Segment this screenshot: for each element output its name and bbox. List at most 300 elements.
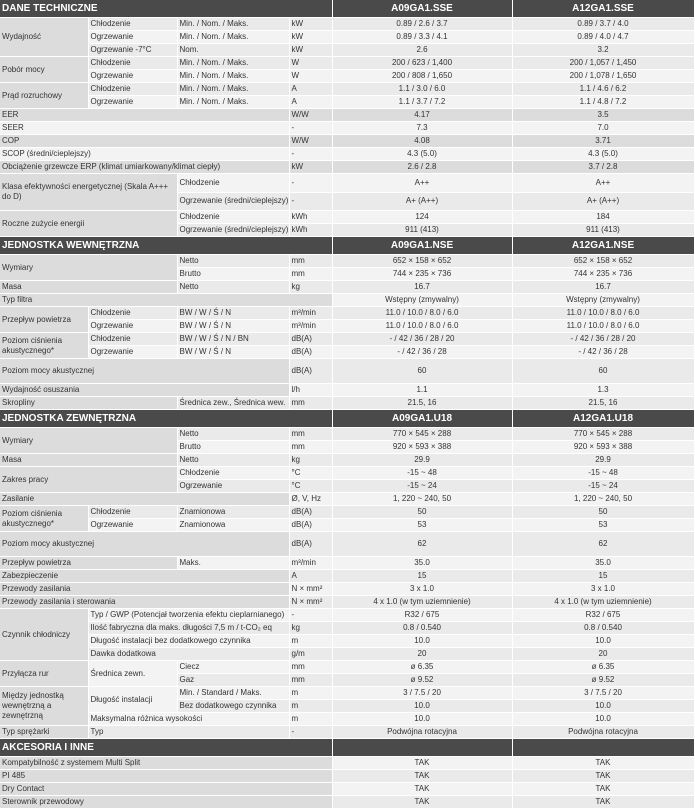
param-unit: kW — [289, 44, 332, 57]
value-model-1: 60 — [332, 359, 512, 384]
param-sub: Maksymalna różnica wysokości — [88, 713, 289, 726]
section-header-tech — [0, 0, 694, 18]
param-unit: m — [289, 700, 332, 713]
table-row — [0, 384, 694, 397]
value-model-1: 200 / 623 / 1,400 — [332, 57, 512, 70]
table-row — [0, 519, 694, 532]
value-model-2: 15 — [512, 570, 694, 583]
param-label: Typ filtra — [0, 294, 332, 307]
value-model-1: 20 — [332, 648, 512, 661]
table-row — [0, 281, 694, 294]
value-model-2: 1.1 / 4.8 / 7.2 — [512, 96, 694, 109]
value-model-1: 4 x 1.0 (w tym uziemnienie) — [332, 596, 512, 609]
param-spec: Min. / Standard / Maks. — [177, 687, 289, 700]
param-spec: Min. / Nom. / Maks. — [177, 57, 289, 70]
value-model-2: 60 — [512, 359, 694, 384]
value-model-1: - / 42 / 36 / 28 — [332, 346, 512, 359]
value-model-2: 184 — [512, 211, 694, 224]
param-unit: W/W — [289, 109, 332, 122]
param-unit: kg — [289, 281, 332, 294]
table-row — [0, 467, 694, 480]
value-model-1: TAK — [332, 770, 512, 783]
section-header-indoor — [0, 237, 694, 255]
model-name: A09GA1.NSE — [332, 237, 512, 255]
param-unit: l/h — [289, 384, 332, 397]
param-label: Czynnik chłodniczy — [0, 609, 88, 661]
value-model-1: TAK — [332, 796, 512, 809]
value-model-1: 50 — [332, 506, 512, 519]
param-sub: Netto — [177, 454, 289, 467]
param-label: Prąd rozruchowy — [0, 83, 88, 109]
param-label: Przewody zasilania — [0, 583, 289, 596]
value-model-1: TAK — [332, 783, 512, 796]
table-row — [0, 44, 694, 57]
section-header-accessories — [0, 739, 694, 757]
table-row — [0, 783, 694, 796]
param-sub: Chłodzenie — [177, 467, 289, 480]
value-model-1: 1, 220 ~ 240, 50 — [332, 493, 512, 506]
param-unit: kW — [289, 161, 332, 174]
param-unit: mm — [289, 661, 332, 674]
param-label: Przyłącza rur — [0, 661, 88, 687]
param-spec: Ciecz — [177, 661, 289, 674]
table-row — [0, 596, 694, 609]
value-model-2: A+ (A++) — [512, 192, 694, 211]
value-model-2: 0.89 / 3.7 / 4.0 — [512, 18, 694, 31]
table-row — [0, 148, 694, 161]
param-spec: Min. / Nom. / Maks. — [177, 83, 289, 96]
table-row — [0, 687, 694, 700]
value-model-2: 10.0 — [512, 635, 694, 648]
value-model-1: 4.08 — [332, 135, 512, 148]
param-unit: A — [289, 83, 332, 96]
section-title: DANE TECHNICZNE — [0, 0, 332, 18]
value-model-2: A++ — [512, 174, 694, 193]
table-row — [0, 635, 694, 648]
param-label: Przepływ powietrza — [0, 307, 88, 333]
table-row — [0, 359, 694, 384]
param-unit: mm — [289, 441, 332, 454]
param-spec: BW / W / Ś / N — [177, 346, 289, 359]
table-row — [0, 57, 694, 70]
value-model-1: Wstępny (zmywalny) — [332, 294, 512, 307]
param-unit: dB(A) — [289, 519, 332, 532]
table-row — [0, 622, 694, 635]
value-model-1: - / 42 / 36 / 28 / 20 — [332, 333, 512, 346]
table-row — [0, 532, 694, 557]
table-row — [0, 320, 694, 333]
table-row — [0, 506, 694, 519]
table-row — [0, 70, 694, 83]
param-unit: mm — [289, 397, 332, 410]
param-label: Poziom mocy akustycznej — [0, 359, 289, 384]
param-sub: Ogrzewanie — [88, 96, 177, 109]
param-sub: Długość instalacji bez dodatkowego czynnika — [88, 635, 289, 648]
value-model-2: 3.7 / 2.8 — [512, 161, 694, 174]
param-label: Pobór mocy — [0, 57, 88, 83]
param-unit: W — [289, 57, 332, 70]
param-unit: W — [289, 70, 332, 83]
param-sub: Chłodzenie — [177, 211, 289, 224]
value-model-2: TAK — [512, 770, 694, 783]
section-header-outdoor — [0, 410, 694, 428]
param-spec: Średnica zew., Średnica wew. — [177, 397, 289, 410]
param-spec: Bez dodatkowego czynnika — [177, 700, 289, 713]
value-model-2: -15 ~ 24 — [512, 480, 694, 493]
value-model-1: 53 — [332, 519, 512, 532]
param-unit: m — [289, 713, 332, 726]
value-model-1: 2.6 — [332, 44, 512, 57]
param-sub: Średnica zewn. — [88, 661, 177, 687]
param-unit: m³/min — [289, 557, 332, 570]
param-sub: Brutto — [177, 268, 289, 281]
param-sub: Ogrzewanie — [88, 346, 177, 359]
value-model-1: ø 6.35 — [332, 661, 512, 674]
param-sub: Chłodzenie — [88, 18, 177, 31]
param-sub: Chłodzenie — [88, 307, 177, 320]
param-unit: mm — [289, 268, 332, 281]
value-model-1: 1.1 / 3.0 / 6.0 — [332, 83, 512, 96]
param-spec: Znamionowa — [177, 506, 289, 519]
value-model-1: 3 / 7.5 / 20 — [332, 687, 512, 700]
param-label: COP — [0, 135, 289, 148]
param-sub: Brutto — [177, 441, 289, 454]
param-unit: m³/min — [289, 307, 332, 320]
param-unit: - — [289, 609, 332, 622]
param-sub: Ogrzewanie — [88, 519, 177, 532]
table-row — [0, 96, 694, 109]
model-name: A09GA1.U18 — [332, 410, 512, 428]
param-label: Dry Contact — [0, 783, 332, 796]
param-sub: Ilość fabryczna dla maks. długości 7,5 m / t-CO₂ eq — [88, 622, 289, 635]
table-row — [0, 493, 694, 506]
value-model-2: 16.7 — [512, 281, 694, 294]
value-model-1: 4.3 (5.0) — [332, 148, 512, 161]
param-unit: - — [289, 192, 332, 211]
value-model-2: 652 × 158 × 652 — [512, 255, 694, 268]
table-row — [0, 570, 694, 583]
value-model-2: 0.8 / 0.540 — [512, 622, 694, 635]
value-model-2: ø 6.35 — [512, 661, 694, 674]
param-unit: m³/min — [289, 320, 332, 333]
param-label: PI 485 — [0, 770, 332, 783]
param-label: Skropliny — [0, 397, 177, 410]
param-label: Wydajność osuszania — [0, 384, 289, 397]
model-name: A12GA1.NSE — [512, 237, 694, 255]
param-sub: Chłodzenie — [88, 57, 177, 70]
value-model-2: -15 ~ 48 — [512, 467, 694, 480]
value-model-1: R32 / 675 — [332, 609, 512, 622]
param-unit: kWh — [289, 211, 332, 224]
value-model-2: 62 — [512, 532, 694, 557]
value-model-2: 29.9 — [512, 454, 694, 467]
value-model-2: 10.0 — [512, 700, 694, 713]
param-spec: Nom. — [177, 44, 289, 57]
table-row — [0, 661, 694, 674]
param-spec: Min. / Nom. / Maks. — [177, 31, 289, 44]
table-row — [0, 174, 694, 193]
table-row — [0, 109, 694, 122]
table-row — [0, 796, 694, 809]
section-title: JEDNOSTKA ZEWNĘTRZNA — [0, 410, 332, 428]
param-unit: dB(A) — [289, 333, 332, 346]
param-unit: - — [289, 148, 332, 161]
value-model-2: - / 42 / 36 / 28 / 20 — [512, 333, 694, 346]
value-model-2: 200 / 1,057 / 1,450 — [512, 57, 694, 70]
param-sub: Dawka dodatkowa — [88, 648, 289, 661]
param-sub: Typ — [88, 726, 289, 739]
param-label: Przepływ powietrza — [0, 557, 177, 570]
value-model-1: 10.0 — [332, 700, 512, 713]
table-row — [0, 713, 694, 726]
param-sub: Netto — [177, 255, 289, 268]
param-unit: °C — [289, 480, 332, 493]
param-sub: Netto — [177, 428, 289, 441]
param-spec: Maks. — [177, 557, 289, 570]
param-label: SCOP (średni/cieplejszy) — [0, 148, 289, 161]
value-model-1: Podwójna rotacyjna — [332, 726, 512, 739]
param-sub: Netto — [177, 281, 289, 294]
value-model-1: 10.0 — [332, 635, 512, 648]
table-row — [0, 161, 694, 174]
param-label: Sterownik przewodowy — [0, 796, 332, 809]
param-sub: Chłodzenie — [177, 174, 289, 193]
table-row — [0, 307, 694, 320]
table-row — [0, 609, 694, 622]
value-model-2: 4 x 1.0 (w tym uziemnienie) — [512, 596, 694, 609]
table-row — [0, 648, 694, 661]
param-label: Między jednostką wewnętrzną a zewnętrzną — [0, 687, 88, 726]
param-unit: m — [289, 635, 332, 648]
param-label: Wydajność — [0, 18, 88, 57]
param-sub: Długość instalacji — [88, 687, 177, 713]
table-row — [0, 294, 694, 307]
value-model-2: TAK — [512, 796, 694, 809]
value-model-1: 4.17 — [332, 109, 512, 122]
param-unit: kg — [289, 622, 332, 635]
value-model-1: 652 × 158 × 652 — [332, 255, 512, 268]
param-unit: kW — [289, 18, 332, 31]
value-model-2: 1, 220 ~ 240, 50 — [512, 493, 694, 506]
value-model-1: 10.0 — [332, 713, 512, 726]
param-sub: Ogrzewanie (średni/cieplejszy) — [177, 192, 289, 211]
param-label: Poziom mocy akustycznej — [0, 532, 289, 557]
param-label: Wymiary — [0, 255, 177, 281]
table-row — [0, 770, 694, 783]
param-sub: Ogrzewanie — [88, 31, 177, 44]
table-row — [0, 397, 694, 410]
param-label: Zakres pracy — [0, 467, 177, 493]
value-model-1: 11.0 / 10.0 / 8.0 / 6.0 — [332, 320, 512, 333]
param-spec: BW / W / Ś / N / BN — [177, 333, 289, 346]
param-label: Klasa efektywności energetycznej (Skala A+++ do D) — [0, 174, 177, 211]
param-unit: N × mm² — [289, 596, 332, 609]
value-model-2: 10.0 — [512, 713, 694, 726]
param-sub: Ogrzewanie — [177, 480, 289, 493]
value-model-1: 35.0 — [332, 557, 512, 570]
param-unit: dB(A) — [289, 359, 332, 384]
value-model-2: 11.0 / 10.0 / 8.0 / 6.0 — [512, 320, 694, 333]
value-model-2: 1.1 / 4.6 / 6.2 — [512, 83, 694, 96]
param-unit: W/W — [289, 135, 332, 148]
value-model-1: 1.1 — [332, 384, 512, 397]
value-model-1: 21.5, 16 — [332, 397, 512, 410]
model-name: A09GA1.SSE — [332, 0, 512, 18]
param-sub: Ogrzewanie — [88, 320, 177, 333]
value-model-2: 50 — [512, 506, 694, 519]
value-model-1: 3 x 1.0 — [332, 583, 512, 596]
value-model-2: 53 — [512, 519, 694, 532]
table-row — [0, 31, 694, 44]
value-model-1: 0.89 / 2.6 / 3.7 — [332, 18, 512, 31]
table-row — [0, 135, 694, 148]
param-unit: kWh — [289, 224, 332, 237]
param-unit: - — [289, 726, 332, 739]
value-model-2: TAK — [512, 757, 694, 770]
param-sub: Typ / GWP (Potencjał tworzenia efektu cieplarnianego) — [88, 609, 289, 622]
param-unit: mm — [289, 674, 332, 687]
table-row — [0, 122, 694, 135]
model-name: A12GA1.U18 — [512, 410, 694, 428]
value-model-1: -15 ~ 48 — [332, 467, 512, 480]
value-model-2: 744 × 235 × 736 — [512, 268, 694, 281]
param-sub: Ogrzewanie (średni/cieplejszy) — [177, 224, 289, 237]
value-model-1: A++ — [332, 174, 512, 193]
table-row — [0, 346, 694, 359]
param-label: Obciążenie grzewcze ERP (klimat umiarkowany/klimat ciepły) — [0, 161, 289, 174]
value-model-1: A+ (A++) — [332, 192, 512, 211]
param-spec: BW / W / Ś / N — [177, 307, 289, 320]
param-label: Poziom ciśnienia akustycznego* — [0, 333, 88, 359]
param-unit: m — [289, 687, 332, 700]
value-model-2: TAK — [512, 783, 694, 796]
value-model-1: TAK — [332, 757, 512, 770]
value-model-1: -15 ~ 24 — [332, 480, 512, 493]
value-model-1: 744 × 235 × 736 — [332, 268, 512, 281]
param-sub: Chłodzenie — [88, 333, 177, 346]
param-unit: kW — [289, 31, 332, 44]
param-unit: mm — [289, 428, 332, 441]
param-label: Roczne zużycie energii — [0, 211, 177, 237]
param-label: Masa — [0, 281, 177, 294]
param-spec: Znamionowa — [177, 519, 289, 532]
value-model-1: 124 — [332, 211, 512, 224]
param-label: Zabezpieczenie — [0, 570, 289, 583]
value-model-2: 3.2 — [512, 44, 694, 57]
param-label: Masa — [0, 454, 177, 467]
value-model-1: 920 × 593 × 388 — [332, 441, 512, 454]
value-model-2: 3.71 — [512, 135, 694, 148]
value-model-2: 1.3 — [512, 384, 694, 397]
param-sub: Chłodzenie — [88, 83, 177, 96]
param-unit: kg — [289, 454, 332, 467]
value-model-2: R32 / 675 — [512, 609, 694, 622]
table-row — [0, 333, 694, 346]
table-row — [0, 255, 694, 268]
param-unit: A — [289, 96, 332, 109]
value-model-1: 11.0 / 10.0 / 8.0 / 6.0 — [332, 307, 512, 320]
param-unit: dB(A) — [289, 532, 332, 557]
param-unit: N × mm² — [289, 583, 332, 596]
table-row — [0, 583, 694, 596]
value-model-2: 770 × 545 × 288 — [512, 428, 694, 441]
value-model-2: 35.0 — [512, 557, 694, 570]
param-label: EER — [0, 109, 289, 122]
param-unit: °C — [289, 467, 332, 480]
param-label: Poziom ciśnienia akustycznego* — [0, 506, 88, 532]
value-model-1: 7.3 — [332, 122, 512, 135]
param-unit: mm — [289, 255, 332, 268]
param-label: Przewody zasilania i sterowania — [0, 596, 289, 609]
value-model-2: 911 (413) — [512, 224, 694, 237]
param-unit: Ø, V, Hz — [289, 493, 332, 506]
param-sub: Chłodzenie — [88, 506, 177, 519]
value-model-2: 920 × 593 × 388 — [512, 441, 694, 454]
value-model-2: 200 / 1,078 / 1,650 — [512, 70, 694, 83]
param-unit: A — [289, 570, 332, 583]
model-name: A12GA1.SSE — [512, 0, 694, 18]
table-row — [0, 428, 694, 441]
param-unit: - — [289, 174, 332, 193]
value-model-2: 0.89 / 4.0 / 4.7 — [512, 31, 694, 44]
value-model-2: Podwójna rotacyjna — [512, 726, 694, 739]
param-label: Typ sprężarki — [0, 726, 88, 739]
param-label: Kompatybilność z systemem Multi Split — [0, 757, 332, 770]
value-model-1: ø 9.52 — [332, 674, 512, 687]
value-model-1: 62 — [332, 532, 512, 557]
value-model-2: - / 42 / 36 / 28 — [512, 346, 694, 359]
table-row — [0, 757, 694, 770]
section-title: AKCESORIA I INNE — [0, 739, 332, 757]
param-unit: g/m — [289, 648, 332, 661]
param-unit: dB(A) — [289, 346, 332, 359]
value-model-2: 3.5 — [512, 109, 694, 122]
value-model-1: 2.6 / 2.8 — [332, 161, 512, 174]
param-unit: dB(A) — [289, 506, 332, 519]
param-spec: Min. / Nom. / Maks. — [177, 96, 289, 109]
value-model-1: 770 × 545 × 288 — [332, 428, 512, 441]
value-model-1: 16.7 — [332, 281, 512, 294]
table-row — [0, 557, 694, 570]
table-row — [0, 83, 694, 96]
value-model-1: 15 — [332, 570, 512, 583]
table-row — [0, 726, 694, 739]
value-model-2: 7.0 — [512, 122, 694, 135]
value-model-1: 200 / 808 / 1,650 — [332, 70, 512, 83]
param-spec: Min. / Nom. / Maks. — [177, 18, 289, 31]
param-label: Wymiary — [0, 428, 177, 454]
value-model-1: 29.9 — [332, 454, 512, 467]
value-model-2: 11.0 / 10.0 / 8.0 / 6.0 — [512, 307, 694, 320]
param-spec: Min. / Nom. / Maks. — [177, 70, 289, 83]
value-model-2: ø 9.52 — [512, 674, 694, 687]
value-model-2: 4.3 (5.0) — [512, 148, 694, 161]
value-model-2: Wstępny (zmywalny) — [512, 294, 694, 307]
param-unit: - — [289, 122, 332, 135]
value-model-2: 21.5, 16 — [512, 397, 694, 410]
value-model-2: 3 x 1.0 — [512, 583, 694, 596]
param-label: SEER — [0, 122, 289, 135]
param-sub: Ogrzewanie -7°C — [88, 44, 177, 57]
section-title: JEDNOSTKA WEWNĘTRZNA — [0, 237, 332, 255]
table-row — [0, 18, 694, 31]
value-model-2: 20 — [512, 648, 694, 661]
value-model-1: 911 (413) — [332, 224, 512, 237]
table-row — [0, 211, 694, 224]
table-row — [0, 454, 694, 467]
value-model-2: 3 / 7.5 / 20 — [512, 687, 694, 700]
value-model-1: 0.89 / 3.3 / 4.1 — [332, 31, 512, 44]
